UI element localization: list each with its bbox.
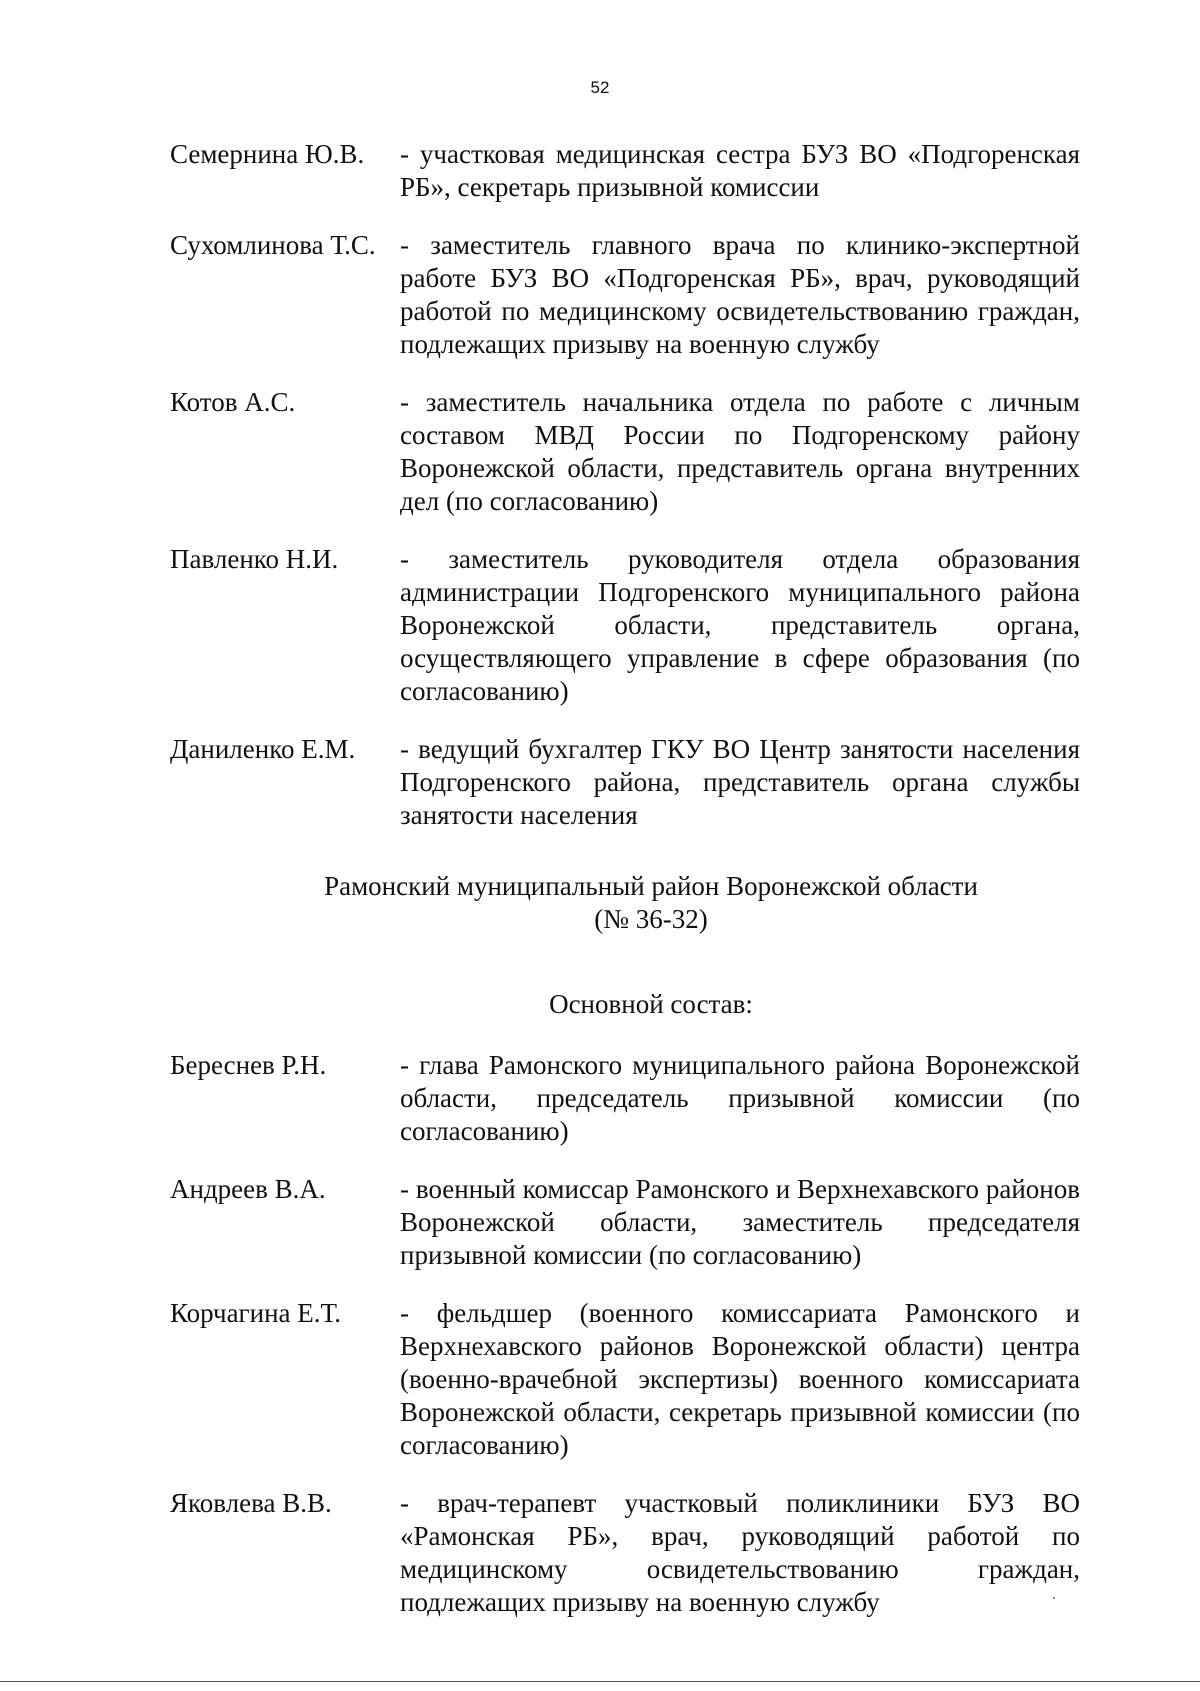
member-description: - участковая медицинская сестра БУЗ ВО «Подгоренская РБ», секретарь призывной комиссии [400,139,1080,202]
member-description: - заместитель руководителя отдела образования администрации Подгоренского муниципального района Воронежской области, представитель органа, осуществляющего управление в сфере образования (по согласованию) [400,544,1080,706]
member-description: - врач-терапевт участковый поликлиники БУЗ ВО «Рамонская РБ», врач, руководящий работой по медицинскому освидетельствованию граждан, подлежащих призыву на военную службу [400,1488,1080,1617]
member-name: Яковлева В.В. [170,1488,332,1518]
member-name: Даниленко Е.М. [170,734,356,764]
member-description: - фельдшер (военного комиссариата Рамонского и Верхнехавского районов Воронежской области) центра (военно-врачебной экспертизы) военного комиссариата Воронежской области, секретарь призывной комиссии (по согласованию) [400,1298,1080,1460]
subsection-heading: Основной состав: [549,989,753,1019]
member-name: Береснев Р.Н. [170,1050,327,1080]
member-name: Андреев В.А. [170,1174,326,1204]
member-entry [170,543,1080,708]
section-number: (№ 36-32) [594,904,708,934]
member-entry [170,733,1080,832]
member-entry [170,1173,1080,1272]
member-name: Котов А.С. [170,387,296,417]
scan-speck [1053,1597,1055,1599]
member-description: - ведущий бухгалтер ГКУ ВО Центр занятости населения Подгоренского района, представитель органа службы занятости населения [400,734,1080,830]
member-entry [170,229,1080,361]
page-number: 52 [590,78,610,97]
member-entry [170,1297,1080,1462]
member-name: Павленко Н.И. [170,544,339,574]
member-entry [170,1487,1080,1619]
member-description: - заместитель главного врача по клинико-экспертной работе БУЗ ВО «Подгоренская РБ», врач, руководящий работой по медицинскому освидетельствованию граждан, подлежащих призыву на военную службу [400,230,1080,359]
member-description: - военный комиссар Рамонского и Верхнехавского районов Воронежской области, заместитель председателя призывной комиссии (по согласованию) [400,1174,1080,1270]
section-heading [222,870,1080,936]
member-description: - глава Рамонского муниципального района Воронежской области, председатель призывной комиссии (по согласованию) [400,1050,1080,1146]
member-description: - заместитель начальника отдела по работе с личным составом МВД России по Подгоренскому району Воронежской области, представитель органа внутренних дел (по согласованию) [400,387,1080,516]
member-name: Сухомлинова Т.С. [170,230,376,260]
member-entry [170,386,1080,518]
member-entry [170,138,1080,204]
member-name: Семернина Ю.В. [170,139,365,169]
section-title: Рамонский муниципальный район Воронежской области [324,871,978,901]
member-entry [170,1049,1080,1148]
page-bottom-rule [0,1681,1200,1682]
member-name: Корчагина Е.Т. [170,1298,342,1328]
document-body [170,138,1080,1644]
